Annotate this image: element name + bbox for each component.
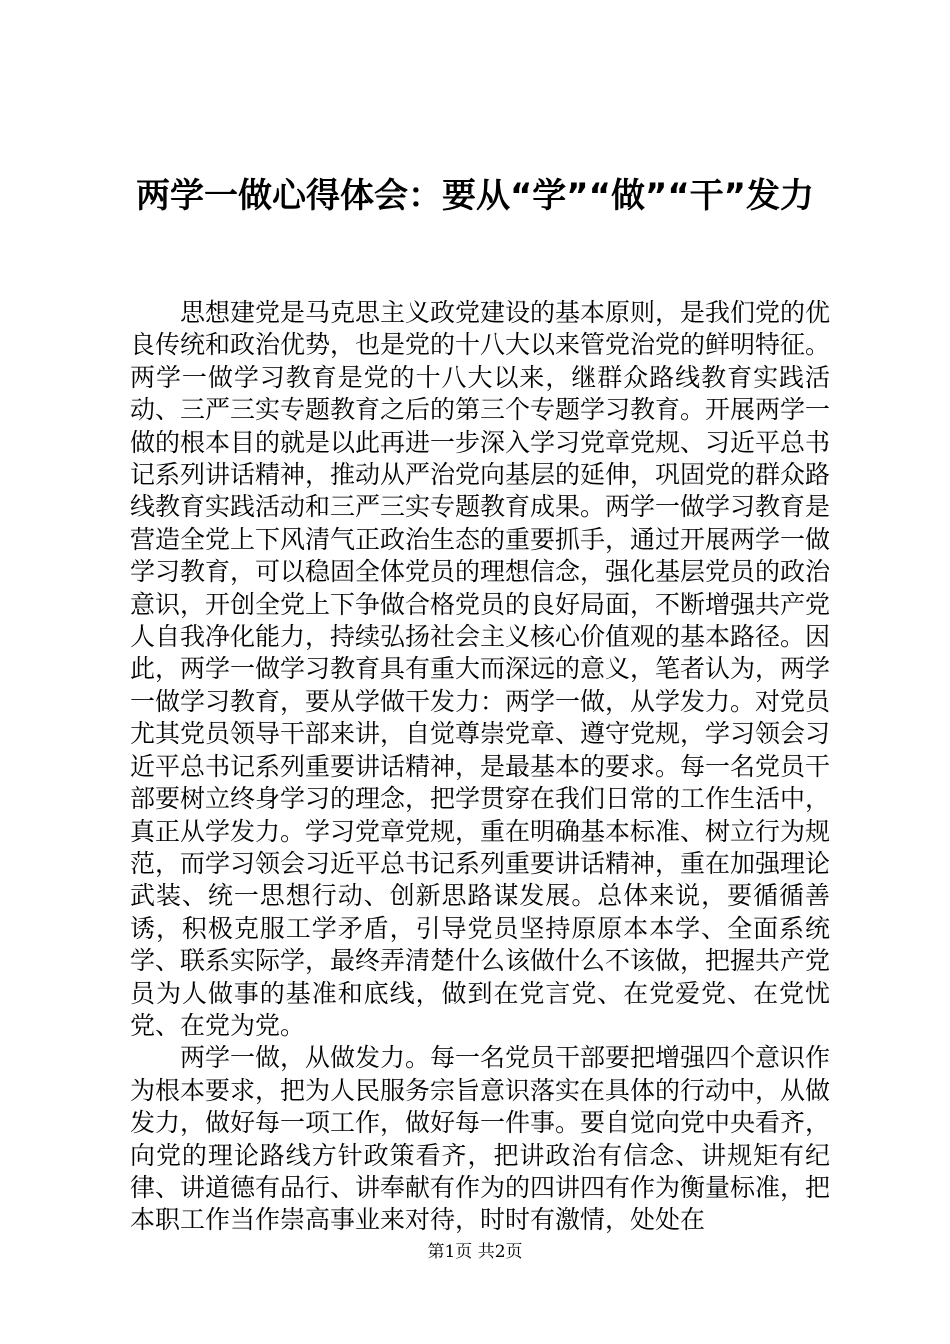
document-body — [130, 297, 830, 1237]
document-title: 两学一做心得体会：要从“学”“做”“干”发力 — [135, 176, 815, 216]
page-number-footer: 第1页 共2页 — [427, 1242, 523, 1262]
paragraph-1: 思想建党是马克思主义政党建设的基本原则，是我们党的优良传统和政治优势，也是党的十八大以来管党治党的鲜明特征。两学一做学习教育是党的十八大以来，继群众路线教育实践活动、三严三实专题教育之后的第三个专题学习教育。开展两学一做的根本目的就是以此再进一步深入学习党章党规、习近平总书记系列讲话精神，推动从严治党向基层的延伸，巩固党的群众路线教育实践活动和三严三实专题教育成果。两学一做学习教育是营造全党上下风清气正政治生态的重要抓手，通过开展两学一做学习教育，可以稳固全体党员的理想信念，强化基层党员的政治意识，开创全党上下争做合格党员的良好局面，不断增强共产党人自我净化能力，持续弘扬社会主义核心价值观的基本路径。因此，两学一做学习教育具有重大而深远的意义，笔者认为，两学一做学习教育，要从学做干发力：两学一做，从学发力。对党员尤其党员领导干部来讲，自觉尊崇党章、遵守党规，学习领会习近平总书记系列重要讲话精神，是最基本的要求。每一名党员干部要树立终身学习的理念，把学贯穿在我们日常的工作生活中，真正从学发力。学习党章党规，重在明确基本标准、树立行为规范，而学习领会习近平总书记系列重要讲话精神，重在加强理论武装、统一思想行动、创新思路谋发展。总体来说，要循循善诱，积极克服工学矛盾，引导党员坚持原原本本学、全面系统学、联系实际学，最终弄清楚什么该做什么不该做，把握共产党员为人做事的基准和底线，做到在党言党、在党爱党、在党忧党、在党为党。 — [130, 298, 831, 1040]
paragraph-2: 两学一做，从做发力。每一名党员干部要把增强四个意识作为根本要求，把为人民服务宗旨意识落实在具体的行动中，从做发力，做好每一项工作，做好每一件事。要自觉向党中央看齐，向党的理论路线方针政策看齐，把讲政治有信念、讲规矩有纪律、讲道德有品行、讲奉献有作为的四讲四有作为衡量标准，把本职工作当作崇高事业来对待，时时有激情，处处在 — [130, 1043, 831, 1235]
